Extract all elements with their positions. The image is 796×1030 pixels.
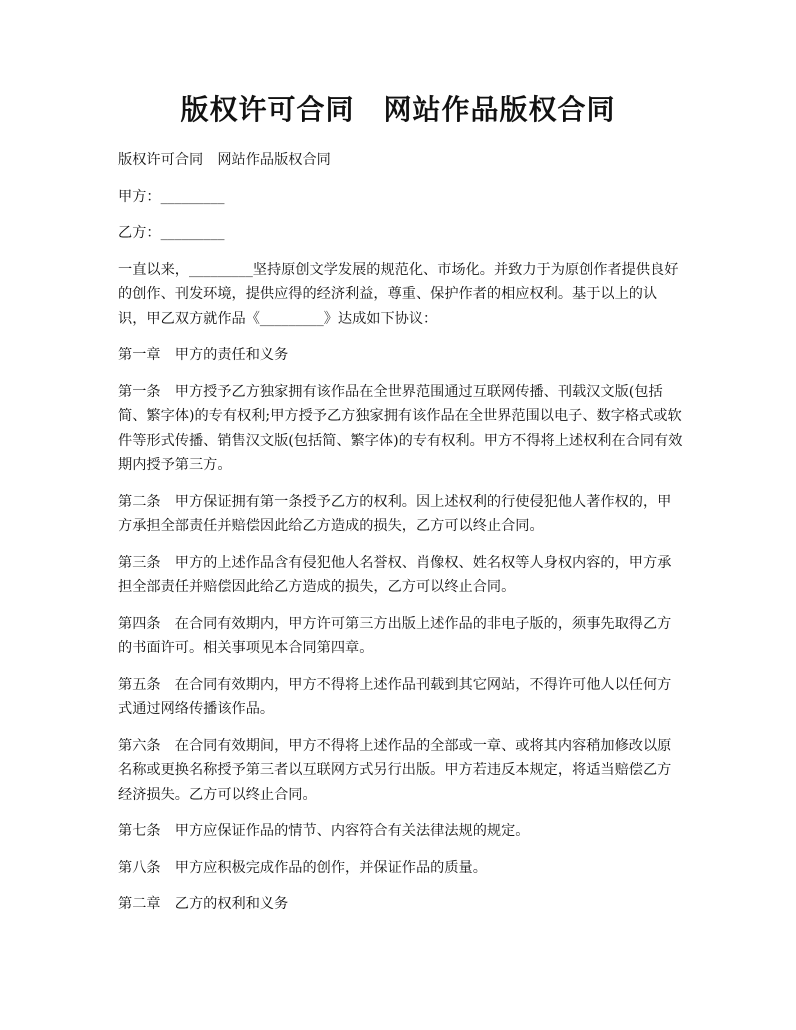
- article-4: 第四条 在合同有效期内，甲方许可第三方出版上述作品的非电子版的，须事先取得乙方的书面许可。相关事项见本合同第四章。: [118, 615, 672, 656]
- article-3: 第三条 甲方的上述作品含有侵犯他人名誉权、肖像权、姓名权等人身权内容的，甲方承担全部责任并赔偿因此给乙方造成的损失，乙方可以终止合同。: [118, 554, 672, 595]
- article-7: 第七条 甲方应保证作品的情节、内容符合有关法律法规的规定。: [118, 823, 530, 839]
- article-5: 第五条 在合同有效期内，甲方不得将上述作品刊载到其它网站，不得许可他人以任何方式通过网络传播该作品。: [118, 676, 672, 717]
- article-1: 第一条 甲方授予乙方独家拥有该作品在全世界范围通过互联网传播、刊载汉文版(包括简、繁字体)的专有权利;甲方授予乙方独家拥有该作品在全世界范围以电子、数字格式或软件等形式传播、销售汉文版(包括简、繁字体)的专有权利。甲方不得将上述权利在合同有效期内授予第三方。: [118, 383, 683, 473]
- document-body: [118, 148, 684, 929]
- article-2: 第二条 甲方保证拥有第一条授予乙方的权利。因上述权利的行使侵犯他人著作权的，甲方承担全部责任并赔偿因此给乙方造成的损失，乙方可以终止合同。: [118, 493, 672, 534]
- party-a-line: 甲方：_________: [118, 188, 225, 205]
- party-b-line: 乙方：_________: [118, 225, 225, 241]
- chapter-heading-1: 第一章 甲方的责任和义务: [118, 347, 289, 363]
- chapter-heading-2: 第二章 乙方的权利和义务: [118, 896, 289, 912]
- article-6: 第六条 在合同有效期间，甲方不得将上述作品的全部或一章、或将其内容稍加修改以原名称或更换名称授予第三者以互联网方式另行出版。甲方若违反本规定，将适当赔偿乙方经济损失。乙方可以终止合同。: [118, 737, 672, 803]
- document-subtitle: 版权许可合同 网站作品版权合同: [118, 152, 331, 168]
- document-title: 版权许可合同 网站作品版权合同: [180, 93, 616, 126]
- article-8: 第八条 甲方应积极完成作品的创作，并保证作品的质量。: [118, 859, 487, 876]
- intro-paragraph: 一直以来，_________坚持原创文学发展的规范化、市场化。并致力于为原创作者提供良好的创作、刊发环境，提供应得的经济利益，尊重、保护作者的相应权利。基于以上的认识，甲乙双方就作品《_________》达成如下协议：: [118, 261, 679, 327]
